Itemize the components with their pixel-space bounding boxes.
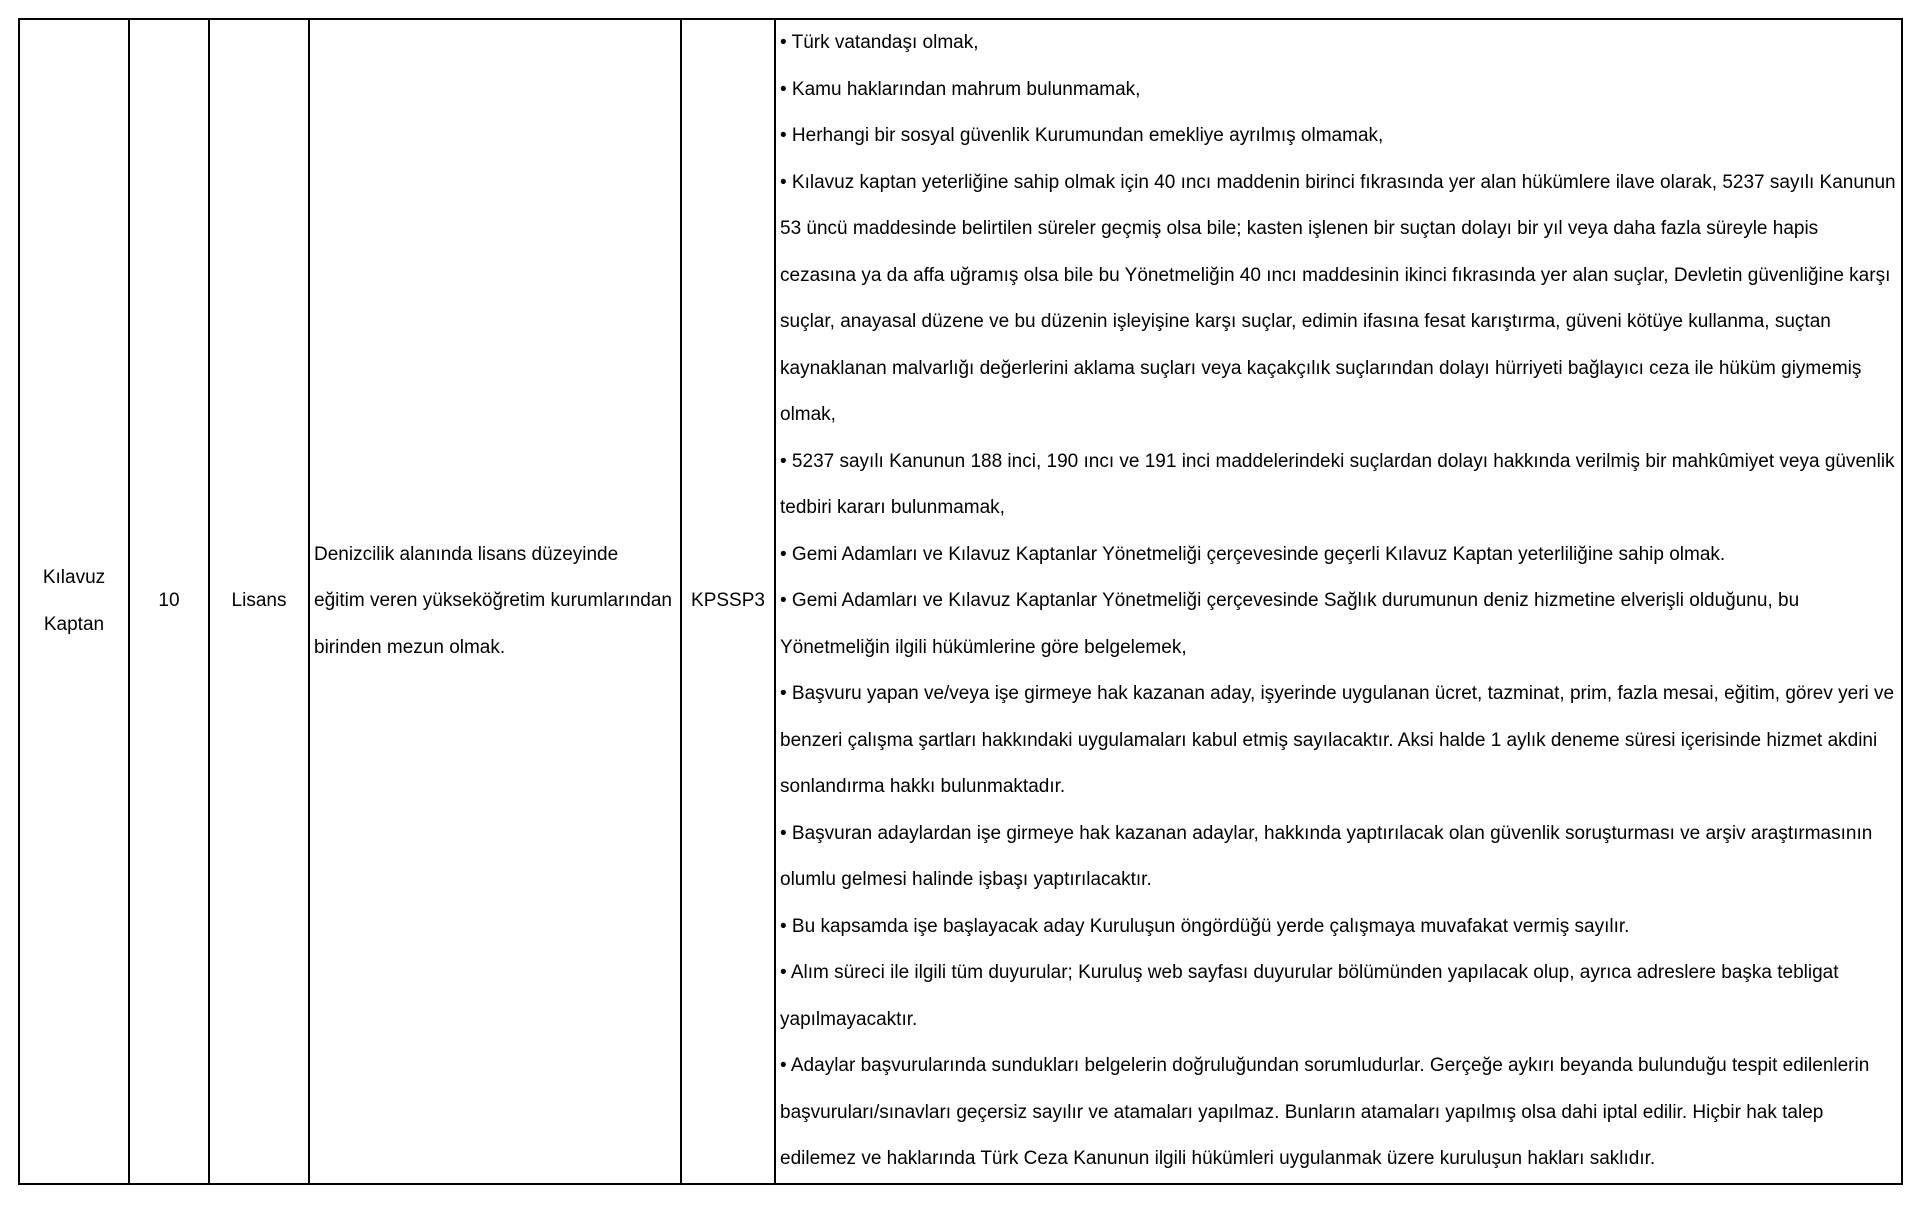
department-line: eğitim veren yükseköğretim kurumlarından [314, 590, 672, 612]
requirements-cell [775, 19, 1902, 1184]
position-count-cell: 10 [129, 19, 209, 1184]
requirement-item: • 5237 sayılı Kanunun 188 inci, 190 ıncı ve 191 inci maddelerindeki suçlardan dolayı hakkında verilmiş bir mahkûmiyet veya güvenlik tedbiri kararı bulunmamak, [780, 450, 1895, 519]
requirement-item: • Türk vatandaşı olmak, [780, 32, 979, 54]
position-title-line: Kılavuz [42, 567, 106, 588]
requirement-item: • Gemi Adamları ve Kılavuz Kaptanlar Yönetmeliği çerçevesinde geçerli Kılavuz Kaptan yeterliliğine sahip olmak. [780, 543, 1726, 565]
education-level-cell: Lisans [209, 19, 309, 1184]
job-requirements-table [18, 18, 1903, 1185]
kpss-score-type-cell: KPSSP3 [681, 19, 775, 1184]
requirement-item: • Başvuran adaylardan işe girmeye hak kazanan adaylar, hakkında yaptırılacak olan güvenlik soruşturması ve arşiv araştırmasının olumlu gelmesi halinde işbaşı yaptırılacaktır. [780, 822, 1873, 891]
requirement-item: • Bu kapsamda işe başlayacak aday Kuruluşun öngördüğü yerde çalışmaya muvafakat vermiş sayılır. [780, 915, 1630, 937]
position-title-line: Kaptan [43, 613, 105, 635]
requirement-item: • Gemi Adamları ve Kılavuz Kaptanlar Yönetmeliği çerçevesinde Sağlık durumunun deniz hizmetine elverişli olduğunu, bu Yönetmeliğin ilgili hükümlerine göre belgelemek, [780, 590, 1800, 658]
requirement-item: • Kılavuz kaptan yeterliğine sahip olmak için 40 ıncı maddenin birinci fıkrasında yer alan hükümlere ilave olarak, 5237 sayılı Kanunun 53 üncü maddesinde belirtilen süreler geçmiş olsa bile; kasten işlenen bir suçtan dolayı bir yıl veya daha fazla süreyle hapis cezasına ya da affa uğramış olsa bile bu Yönetmeliğin 40 ıncı maddesinin ikinci fıkrasında yer alan suçlar, Devletin güvenliğine karşı suçlar, anayasal düzene ve bu düzenin işleyişine karşı suçlar, edimin ifasına fesat karıştırma, güveni kötüye kullanma, suçtan kaynaklanan malvarlığı değerlerini aklama suçları veya kaçakçılık suçlarından dolayı hürriyeti bağlayıcı ceza ile hüküm giymemiş olmak, [780, 171, 1896, 426]
table-row [19, 19, 1902, 1184]
requirement-item: • Kamu haklarından mahrum bulunmamak, [780, 78, 1141, 100]
department-line: Denizcilik alanında lisans düzeyinde [314, 543, 619, 565]
job-table-wrapper [18, 18, 1903, 1185]
requirement-item: • Başvuru yapan ve/veya işe girmeye hak kazanan aday, işyerinde uygulanan ücret, tazminat, prim, fazla mesai, eğitim, görev yeri ve benzeri çalışma şartları hakkındaki uygulamaları kabul etmiş sayılacaktır. Aksi halde 1 aylık deneme süresi içerisinde hizmet akdini sonlandırma hakkı bulunmaktadır. [780, 683, 1895, 798]
requirement-item: • Alım süreci ile ilgili tüm duyurular; Kuruluş web sayfası duyurular bölümünden yapılacak olup, ayrıca adreslere başka tebligat yapılmayacaktır. [780, 962, 1839, 1030]
requirement-item: • Herhangi bir sosyal güvenlik Kurumundan emekliye ayrılmış olmamak, [780, 125, 1384, 147]
requirement-item: • Adaylar başvurularında sundukları belgelerin doğruluğundan sorumludurlar. Gerçeğe aykırı beyanda bulunduğu tespit edilenlerin başvuruları/sınavları geçersiz sayılır ve atamaları yapılmaz. Bunların atamaları yapılmış olsa dahi iptal edilir. Hiçbir hak talep edilemez ve haklarında Türk Ceza Kanunun ilgili hükümleri uygulanmak üzere kuruluşun hakları saklıdır. [780, 1055, 1870, 1170]
position-title-cell [19, 19, 129, 1184]
department-line: birinden mezun olmak. [314, 636, 506, 658]
department-cell [309, 19, 681, 1184]
